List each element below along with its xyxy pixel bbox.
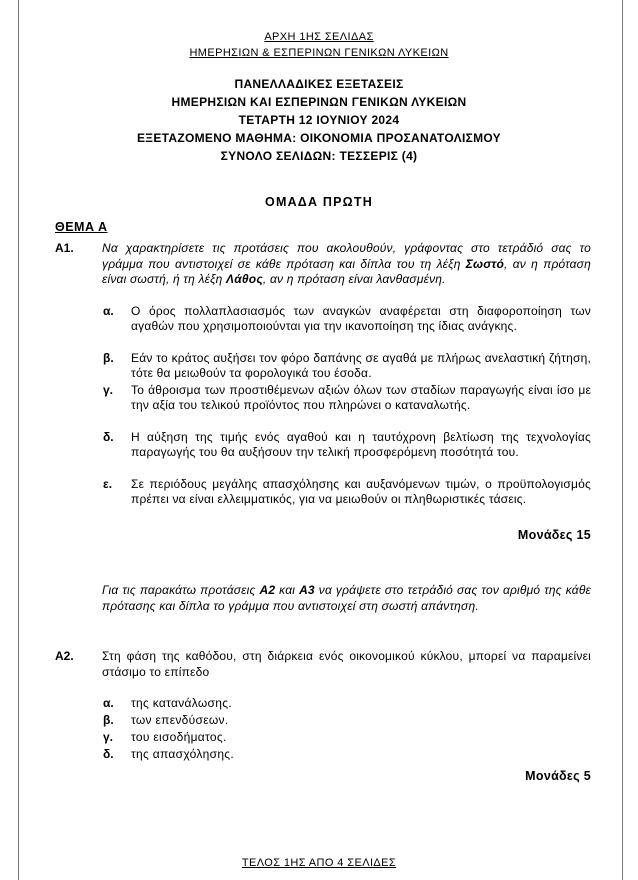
header-page-start: ΑΡΧΗ 1ΗΣ ΣΕΛΙΔΑΣ [264, 31, 374, 43]
ref-a2: Α2 [259, 583, 276, 597]
score-a1: Μονάδες 15 [517, 528, 591, 542]
option-text: των επενδύσεων. [131, 713, 229, 727]
statement-text: Ο όρος πολλαπλασιασμός των αναγκών αναφέρεται στη διαφοροποίηση των αγαθών που χρησιμοποιούνται για την ικανοποίηση της ίδιας ανάγκης. [131, 304, 591, 333]
group-title: ΟΜΑΔΑ ΠΡΩΤΗ [265, 195, 373, 209]
question-a2-text: Στη φάση της καθόδου, στη διάρκεια ενός οικονομικού κύκλου, μπορεί να παραμείνει στάσιμο το επίπεδο [102, 649, 591, 679]
score-a2: Μονάδες 5 [525, 769, 591, 783]
statement-letter: ε. [103, 477, 113, 491]
exam-schools: ΗΜΕΡΗΣΙΩΝ ΚΑΙ ΕΣΠΕΡΙΝΩΝ ΓΕΝΙΚΩΝ ΛΥΚΕΙΩΝ [171, 95, 467, 109]
statement-letter: β. [103, 351, 114, 365]
exam-subject: ΕΞΕΤΑΖΟΜΕΝΟ ΜΑΘΗΜΑ: ΟΙΚΟΝΟΜΙΑ ΠΡΟΣΑΝΑΤΟΛΙΣΜΟΥ [137, 131, 501, 145]
statement-letter: α. [103, 304, 114, 318]
section-title: ΘΕΜΑ Α [55, 220, 108, 234]
option-letter: δ. [103, 747, 114, 761]
question-a2-number: Α2. [55, 649, 74, 663]
ref-a3: Α3 [299, 583, 315, 597]
option-letter: β. [103, 713, 114, 727]
question-a1-number: Α1. [55, 241, 74, 255]
statement-text: Σε περιόδους μεγάλης απασχόλησης και αυξανόμενων τιμών, ο προϋπολογισμός πρέπει να είναι ελλειμματικός, για να μειωθούν οι πληθωριστικές τάσεις. [131, 477, 591, 506]
statement-letter: γ. [103, 383, 114, 397]
statement-text: Το άθροισμα των προστιθέμενων αξιών όλων των σταδίων παραγωγής είναι ίσο με την αξία του τελικού προϊόντος που πληρώνει ο καταναλωτής. [131, 383, 591, 412]
question-a1-instructions: Να χαρακτηρίσετε τις προτάσεις που ακολουθούν, γράφοντας στο τετράδιό σας το γράμμα που αντιστοιχεί σε κάθε πρόταση και δίπλα του τη λέξη Σωστό, αν η πρόταση είναι σωστή, ή τη λέξη Λάθος, αν η πρόταση είναι λανθασμένη. [102, 241, 591, 286]
statement-text: Η αύξηση της τιμής ενός αγαθού και η ταυτόχρονη βελτίωση της τεχνολογίας παραγωγής του θα αυξήσουν την τελική προσφερόμενη ποσότητά του. [131, 430, 591, 459]
instruction-a2-a3: Για τις παρακάτω προτάσεις Α2 και Α3 να γράψετε στο τετράδιό σας τον αριθμό της κάθε πρότασης και δίπλα το γράμμα που αντιστοιχεί στη σωστή απάντηση. [102, 583, 592, 613]
exam-page-count: ΣΥΝΟΛΟ ΣΕΛΙΔΩΝ: ΤΕΣΣΕΡΙΣ (4) [220, 149, 418, 163]
option-text: της απασχόλησης. [131, 747, 235, 761]
option-text: του εισοδήματος. [131, 730, 227, 744]
statement-letter: δ. [103, 430, 114, 444]
word-wrong: Λάθος [226, 272, 263, 286]
exam-title: ΠΑΝΕΛΛΑΔΙΚΕΣ ΕΞΕΤΑΣΕΙΣ [234, 77, 404, 91]
option-letter: α. [103, 696, 114, 710]
option-text: της κατανάλωσης. [131, 696, 232, 710]
footer-page-end: ΤΕΛΟΣ 1ΗΣ ΑΠΟ 4 ΣΕΛΙΔΕΣ [241, 857, 397, 869]
exam-date: ΤΕΤΑΡΤΗ 12 ΙΟΥΝΙΟΥ 2024 [238, 113, 400, 127]
statement-text: Εάν το κράτος αυξήσει τον φόρο δαπάνης σε αγαθά με πλήρως ανελαστική ζήτηση, τότε θα μειωθούν τα φορολογικά του έσοδα. [131, 351, 591, 380]
option-letter: γ. [103, 730, 114, 744]
word-correct: Σωστό [465, 256, 505, 271]
header-school-type: ΗΜΕΡΗΣΙΩΝ & ΕΣΠΕΡΙΝΩΝ ΓΕΝΙΚΩΝ ΛΥΚΕΙΩΝ [189, 47, 449, 59]
